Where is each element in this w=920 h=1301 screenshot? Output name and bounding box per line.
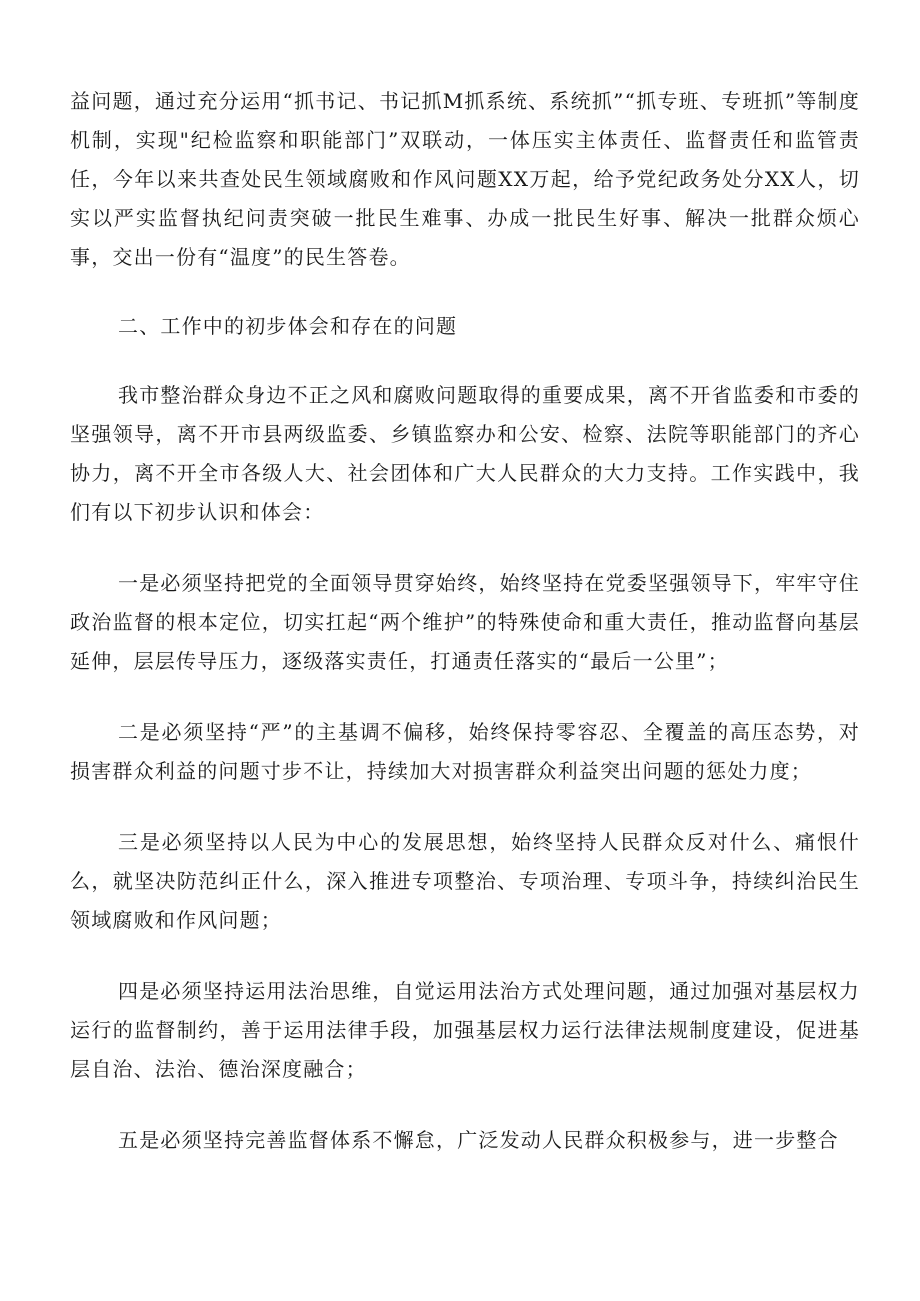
- paragraph-point-three: 三是必须坚持以人民为中心的发展思想，始终坚持人民群众反对什么、痛恨什么，就坚决防范纠正什么，深入推进专项整治、专项治理、专项斗争，持续纠治民生领域腐败和作风问题；: [70, 830, 860, 932]
- paragraph-point-one: 一是必须坚持把党的全面领导贯穿始终，始终坚持在党委坚强领导下，牢牢守住政治监督的根本定位，切实扛起“两个维护”的特殊使命和重大责任，推动监督向基层延伸，层层传导压力，逐级落实责任，打通责任落实的“最后一公里”；: [70, 571, 860, 673]
- paragraph-point-two: 二是必须坚持“严”的主基调不偏移，始终保持零容忍、全覆盖的高压态势，对损害群众利益的问题寸步不让，持续加大对损害群众利益突出问题的惩处力度；: [70, 720, 860, 783]
- paragraph-intro-continued: 益问题，通过充分运用“抓书记、书记抓M抓系统、系统抓”“抓专班、专班抓”等制度机制，实现"纪检监察和职能部门”双联动，一体压实主体责任、监督责任和监管责任，今年以来共查处民生领域腐败和作风问题XX万起，给予党纪政务处分XX人，切实以严实监督执纪问责突破一批民生难事、办成一批民生好事、解决一批群众烦心事，交出一份有“温度”的民生答卷。: [70, 89, 860, 269]
- paragraph-achievements: 我市整治群众身边不正之风和腐败问题取得的重要成果，离不开省监委和市委的坚强领导，离不开市县两级监委、乡镇监察办和公安、检察、法院等职能部门的齐心协力，离不开全市各级人大、社会团体和广大人民群众的大力支持。工作实践中，我们有以下初步认识和体会：: [70, 383, 860, 524]
- document-body: [70, 82, 860, 1160]
- paragraph-point-five: 五是必须坚持完善监督体系不懈怠，广泛发动人民群众积极参与，进一步整合: [118, 1128, 839, 1152]
- paragraph-point-four: 四是必须坚持运用法治思维，自觉运用法治方式处理问题，通过加强对基层权力运行的监督制约，善于运用法律手段，加强基层权力运行法律法规制度建设，促进基层自治、法治、德治深度融合；: [70, 979, 860, 1081]
- section-heading: 二、工作中的初步体会和存在的问题: [118, 314, 458, 338]
